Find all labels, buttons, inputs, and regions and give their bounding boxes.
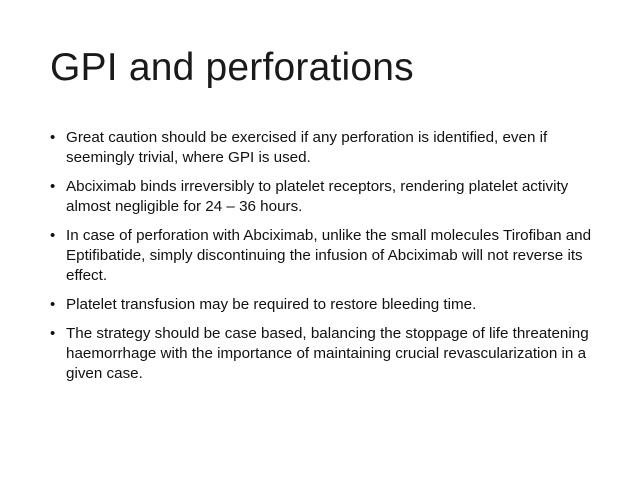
bullet-dot-icon: • (50, 227, 56, 244)
bullet-text: In case of perforation with Abciximab, unlike the small molecules Tirofiban and Eptifibatide, simply discontinuing the infusion of Abciximab will not reverse its effect. (66, 227, 592, 284)
bullet-item (50, 177, 598, 217)
bullet-text: Platelet transfusion may be required to restore bleeding time. (66, 296, 477, 313)
bullet-item (50, 128, 598, 168)
bullet-list (50, 128, 598, 393)
bullet-dot-icon: • (50, 325, 56, 342)
bullet-item (50, 324, 598, 384)
slide-title: GPI and perforations (50, 46, 414, 89)
bullet-text: Abciximab binds irreversibly to platelet receptors, rendering platelet activity almost negligible for 24 – 36 hours. (66, 178, 569, 215)
bullet-dot-icon: • (50, 178, 56, 195)
bullet-text: The strategy should be case based, balancing the stoppage of life threatening haemorrhage with the importance of maintaining crucial revascularization in a given case. (66, 325, 589, 382)
bullet-item (50, 295, 598, 315)
bullet-text: Great caution should be exercised if any perforation is identified, even if seemingly trivial, where GPI is used. (66, 129, 548, 166)
bullet-item (50, 226, 598, 286)
bullet-dot-icon: • (50, 296, 56, 313)
bullet-dot-icon: • (50, 129, 56, 146)
